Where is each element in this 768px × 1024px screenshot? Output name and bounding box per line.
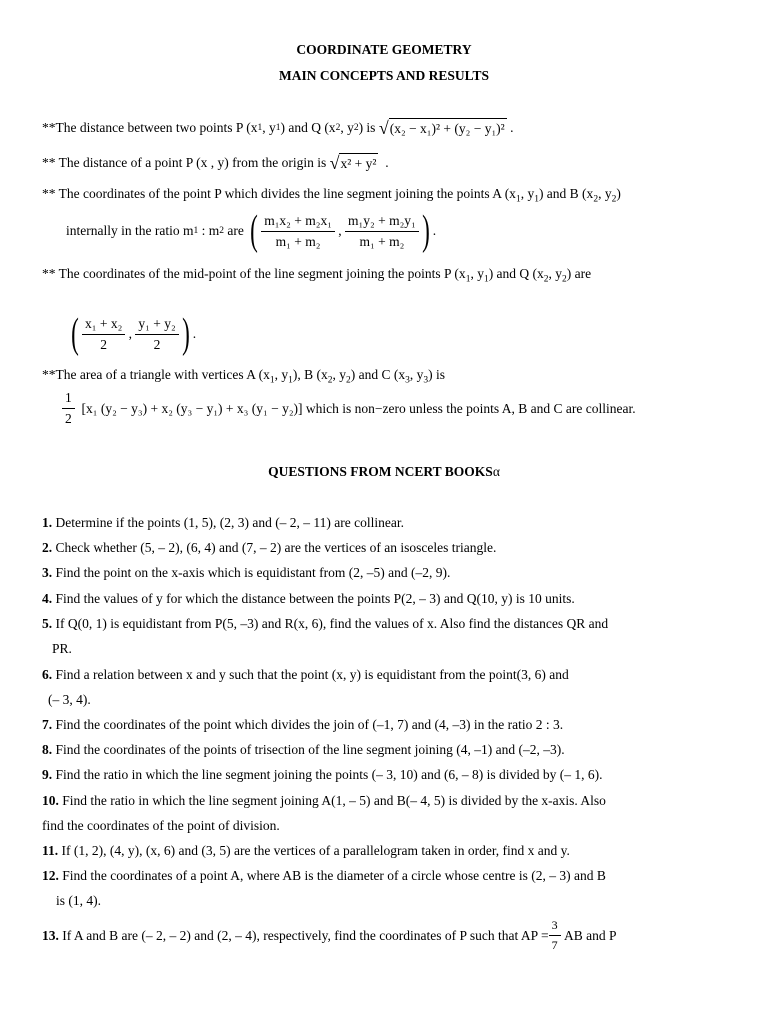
question-item	[42, 667, 569, 683]
question-text: Find the ratio in which the line segment joining A(1, – 5) and B(– 4, 5) is divided by the x-axis. Also	[62, 793, 606, 808]
question-item	[42, 515, 404, 531]
midpoint-den-y: 2	[153, 336, 161, 352]
question-text: If Q(0, 1) is equidistant from P(5, –3) and R(x, 6), find the values of x. Also find the distances QR and	[52, 616, 609, 631]
page-subtitle: MAIN CONCEPTS AND RESULTS	[279, 68, 489, 83]
concept-midpoint-line1: ** The coordinates of the mid-point of the line segment joining the points P ($x_1$, $y_1$) and Q ($x_2$, $y_2$) are	[42, 266, 592, 285]
concept-section-formula: internally in the ratio m 1 : m 2 are ( $\frac{\text{m₁x₂ + m₂x₁}}{\text{m₁ + m₂}}$ , $\frac{\text{m₁y₂ + m₂y₁}}{\text{m₁ + m₂}}$ ) .	[66, 208, 437, 254]
distance-sqrt-formula: √ (x₂ − x₁)² + (y₂ − y₁)²	[378, 118, 505, 138]
question-text: Find the ratio in which the line segment joining the points (– 3, 10) and (6, – 8) is divided by (– 1, 6).	[55, 767, 603, 782]
concept-area-formula	[62, 390, 636, 427]
question-text: Find the coordinates of a point A, where AB is the diameter of a circle whose centre is (2, – 3) and B	[62, 868, 606, 883]
concept-section-text2: internally in the ratio m	[66, 223, 194, 238]
question-number: 11.	[42, 843, 59, 858]
section-frac-x	[261, 213, 335, 250]
midpoint-den-x: 2	[100, 336, 108, 352]
midpoint-frac-x	[82, 316, 125, 353]
question-text: If (1, 2), (4, y), (x, 6) and (3, 5) are the vertices of a parallelogram taken in order, find x and y.	[61, 843, 570, 858]
area-half-den: 2	[65, 411, 72, 426]
question-text: If A and B are (– 2, – 2) and (2, – 4), respectively, find the coordinates of P such that AP =	[62, 927, 549, 943]
question-text: Find the coordinates of the point which divides the join of (–1, 7) and (4, –3) in the ratio 2 : 3.	[55, 717, 564, 732]
questions-heading	[0, 464, 768, 480]
question-text-tail: AB and P	[564, 927, 617, 943]
concept-distance-text4: , y	[340, 120, 354, 135]
question-item	[42, 540, 496, 556]
question-text: Find the coordinates of the points of trisection of the line segment joining (4, –1) and (–2, –3).	[55, 742, 565, 757]
area-formula-text: [x₁ (y₂ − y₃) + x₂ (y₃ − y₁) + x₃ (y₁ − y₂)] which is non−zero unless the points A, B and C are collinear.	[81, 400, 636, 416]
right-paren: )	[181, 311, 190, 357]
distance-suffix: .	[510, 120, 514, 135]
questions-heading-text: QUESTIONS FROM NCERT BOOKS	[268, 464, 493, 479]
question-continuation: PR.	[52, 641, 72, 656]
question-13-frac	[549, 918, 561, 953]
question-item	[42, 868, 606, 884]
concept-distance: **The distance between two points P (x 1 , y 1 ) and Q (x 2 , y 2 ) is √ (x₂ − x₁)² + (y₂ − y₁)² .	[42, 118, 514, 138]
area-half-frac	[62, 390, 75, 427]
question-text: Determine if the points (1, 5), (2, 3) and (– 2, – 11) are collinear.	[55, 515, 405, 530]
question-number: 10.	[42, 793, 59, 808]
right-paren: )	[421, 208, 430, 254]
question-item	[42, 918, 617, 953]
question-number: 13.	[42, 927, 59, 943]
question-text: Find a relation between x and y such that the point (x, y) is equidistant from the point(3, 6) and	[55, 667, 569, 682]
concept-distance-text5: ) is	[358, 120, 376, 135]
distance-sqrt-content: (x₂ − x₁)² + (y₂ − y₁)²	[389, 118, 507, 138]
question-number: 1.	[42, 515, 53, 530]
concept-area-line1: **The area of a triangle with vertices A ($x_1$, $y_1$), B ($x_2$, $y_2$) and C ($x_3$, $y_3$) is	[42, 367, 446, 386]
concept-midpoint-text: ** The coordinates of the mid-point of the line segment joining the points P (x	[42, 266, 466, 281]
question-continuation: (– 3, 4).	[48, 692, 91, 707]
page-title: COORDINATE GEOMETRY	[296, 42, 472, 57]
section-num-y: m₁y₂ + m₂y₁	[345, 213, 419, 232]
question-item	[42, 793, 606, 809]
question-item	[42, 591, 575, 607]
area-half-num: 1	[62, 390, 75, 409]
question-item	[42, 717, 563, 733]
concept-distance-text: **The distance between two points P (x	[42, 120, 258, 135]
question-text: Check whether (5, – 2), (6, 4) and (7, – 2) are the vertices of an isosceles triangle.	[55, 540, 497, 555]
concept-section-text: ** The coordinates of the point P which divides the line segment joining the points A (x	[42, 186, 516, 201]
question-item	[42, 616, 608, 632]
section-den-y: m₁ + m₂	[359, 233, 405, 249]
question-item	[42, 843, 570, 859]
question-item	[42, 767, 603, 783]
question-text: Find the values of y for which the distance between the points P(2, – 3) and Q(10, y) is 10 units.	[55, 591, 575, 606]
section-frac-y	[345, 213, 419, 250]
origin-suffix: .	[385, 155, 389, 170]
question-number: 12.	[42, 868, 59, 883]
left-paren: (	[250, 208, 259, 254]
alpha-symbol: α	[492, 464, 500, 479]
question-number: 9.	[42, 767, 53, 782]
origin-sqrt-formula: √ x² + y²	[329, 153, 377, 173]
section-num-x: m₁x₂ + m₂x₁	[261, 213, 335, 232]
question-number: 7.	[42, 717, 53, 732]
concept-distance-text3: ) and Q (x	[280, 120, 336, 135]
question-number: 3.	[42, 565, 53, 580]
concept-section-line1: ** The coordinates of the point P which divides the line segment joining the points A ($x_1$, $y_1$) and B ($x_2$, $y_2$)	[42, 186, 621, 205]
question-number: 4.	[42, 591, 53, 606]
question-number: 6.	[42, 667, 53, 682]
question-continuation: find the coordinates of the point of division.	[42, 818, 280, 833]
question-continuation: is (1, 4).	[56, 893, 101, 908]
midpoint-num-y: y₁ + y₂	[135, 316, 178, 335]
section-den-x: m₁ + m₂	[275, 233, 321, 249]
concept-midpoint-formula: ( $\frac{\text{x₁ + x₂}}{2}$ , $\frac{\text{y₁ + y₂}}{2}$ ) .	[71, 311, 197, 357]
origin-sqrt-content: x² + y²	[339, 153, 378, 173]
concept-area-text: **The area of a triangle with vertices A (x	[42, 367, 270, 382]
left-paren: (	[71, 311, 79, 357]
question-number: 5.	[42, 616, 53, 631]
frac-den: 7	[551, 938, 558, 952]
question-item	[42, 742, 565, 758]
question-number: 8.	[42, 742, 53, 757]
midpoint-num-x: x₁ + x₂	[82, 316, 125, 335]
frac-num: 3	[549, 918, 561, 936]
concept-origin-text: ** The distance of a point P (x , y) from the origin is	[42, 155, 327, 170]
question-text: Find the point on the x-axis which is equidistant from (2, –5) and (–2, 9).	[55, 565, 451, 580]
question-number: 2.	[42, 540, 53, 555]
concept-distance-text2: , y	[262, 120, 276, 135]
concept-origin	[42, 153, 389, 173]
midpoint-frac-y	[135, 316, 178, 353]
question-item	[42, 565, 450, 581]
